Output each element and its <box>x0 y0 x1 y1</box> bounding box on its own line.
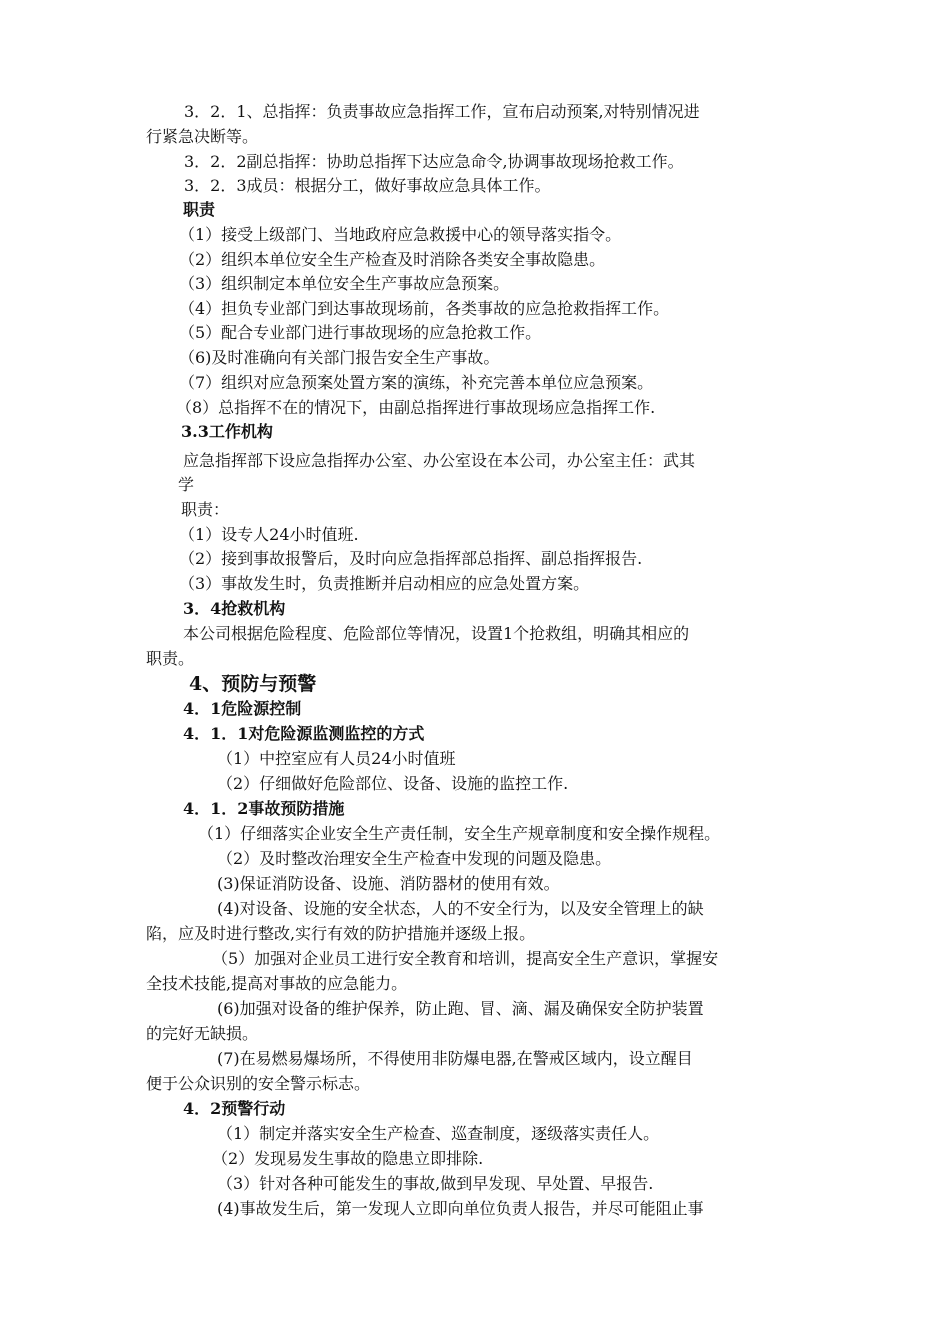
text-line: 学 <box>178 475 195 494</box>
text-line: 应急指挥部下设应急指挥办公室、办公室设在本公司，办公室主任：武其 <box>183 451 696 470</box>
section-heading: 3．4抢救机构 <box>183 599 286 618</box>
text-line: 3．2．3成员：根据分工，做好事故应急具体工作。 <box>184 176 551 195</box>
text-line: 的完好无缺损。 <box>146 1024 259 1043</box>
text-line: 3．2．2副总指挥：协助总指挥下达应急命令,协调事故现场抢救工作。 <box>184 152 684 171</box>
section-heading: 4．1．2事故预防措施 <box>183 799 345 818</box>
section-heading: 职责 <box>183 200 216 219</box>
text-line: (6)加强对设备的维护保养，防止跑、冒、滴、漏及确保安全防护装置 <box>217 999 704 1018</box>
text-line: （5）加强对企业员工进行安全教育和培训，提高安全生产意识，掌握安 <box>212 949 719 968</box>
text-line: 职责。 <box>146 649 195 668</box>
text-line: （2）发现易发生事故的隐患立即排除. <box>212 1149 484 1168</box>
text-line: （3）事故发生时，负责推断并启动相应的应急处置方案。 <box>179 574 590 593</box>
text-line: 本公司根据危险程度、危险部位等情况，设置1个抢救组，明确其相应的 <box>183 624 690 643</box>
text-line: （2）接到事故报警后，及时向应急指挥部总指挥、副总指挥报告. <box>179 549 643 568</box>
text-line: （7）组织对应急预案处置方案的演练，补充完善本单位应急预案。 <box>179 373 654 392</box>
text-line: 行紧急决断等。 <box>146 127 259 146</box>
text-line: (7)在易燃易爆场所，不得使用非防爆电器,在警戒区域内，设立醒目 <box>217 1049 693 1068</box>
text-line: （2）及时整改治理安全生产检查中发现的问题及隐患。 <box>217 849 612 868</box>
text-line: （3）针对各种可能发生的事故,做到早发现、早处置、早报告. <box>217 1174 654 1193</box>
section-heading: 4．1．1对危险源监测监控的方式 <box>183 724 425 743</box>
text-line: (4)事故发生后，第一发现人立即向单位负责人报告，并尽可能阻止事 <box>217 1199 704 1218</box>
text-line: （2）组织本单位安全生产检查及时消除各类安全事故隐患。 <box>179 250 606 269</box>
text-line: （1）制定并落实安全生产检查、巡查制度，逐级落实责任人。 <box>217 1124 660 1143</box>
text-line: （5）配合专业部门进行事故现场的应急抢救工作。 <box>179 323 542 342</box>
text-line: （1）中控室应有人员24小时值班 <box>217 749 456 768</box>
text-line: 全技术技能,提高对事故的应急能力。 <box>146 974 408 993</box>
text-line: （6)及时准确向有关部门报告安全生产事故。 <box>179 348 500 367</box>
text-line: （8）总指挥不在的情况下，由副总指挥进行事故现场应急指挥工作. <box>176 398 656 417</box>
chapter-heading: 4、预防与预警 <box>189 673 317 695</box>
section-heading: 3.3工作机构 <box>181 422 273 441</box>
text-line: (3)保证消防设备、设施、消防器材的使用有效。 <box>217 874 560 893</box>
text-line: （3）组织制定本单位安全生产事故应急预案。 <box>179 274 510 293</box>
text-line: （4）担负专业部门到达事故现场前，各类事故的应急抢救指挥工作。 <box>179 299 670 318</box>
text-line: （1）设专人24小时值班. <box>179 525 359 544</box>
section-heading: 4．2预警行动 <box>183 1099 286 1118</box>
section-heading: 4．1危险源控制 <box>183 699 302 718</box>
text-line: （2）仔细做好危险部位、设备、设施的监控工作. <box>217 774 569 793</box>
text-line: （1）接受上级部门、当地政府应急救援中心的领导落实指令。 <box>179 225 622 244</box>
text-line: 便于公众识别的安全警示标志。 <box>146 1074 371 1093</box>
text-line: 职责： <box>181 500 230 519</box>
text-line: 3．2．1、总指挥：负责事故应急指挥工作，宣布启动预案,对特别情况进 <box>184 102 700 121</box>
text-line: (4)对设备、设施的安全状态，人的不安全行为，以及安全管理上的缺 <box>217 899 704 918</box>
text-line: （1）仔细落实企业安全生产责任制，安全生产规章制度和安全操作规程。 <box>198 824 721 843</box>
text-line: 陷，应及时进行整改,实行有效的防护措施并逐级上报。 <box>146 924 536 943</box>
